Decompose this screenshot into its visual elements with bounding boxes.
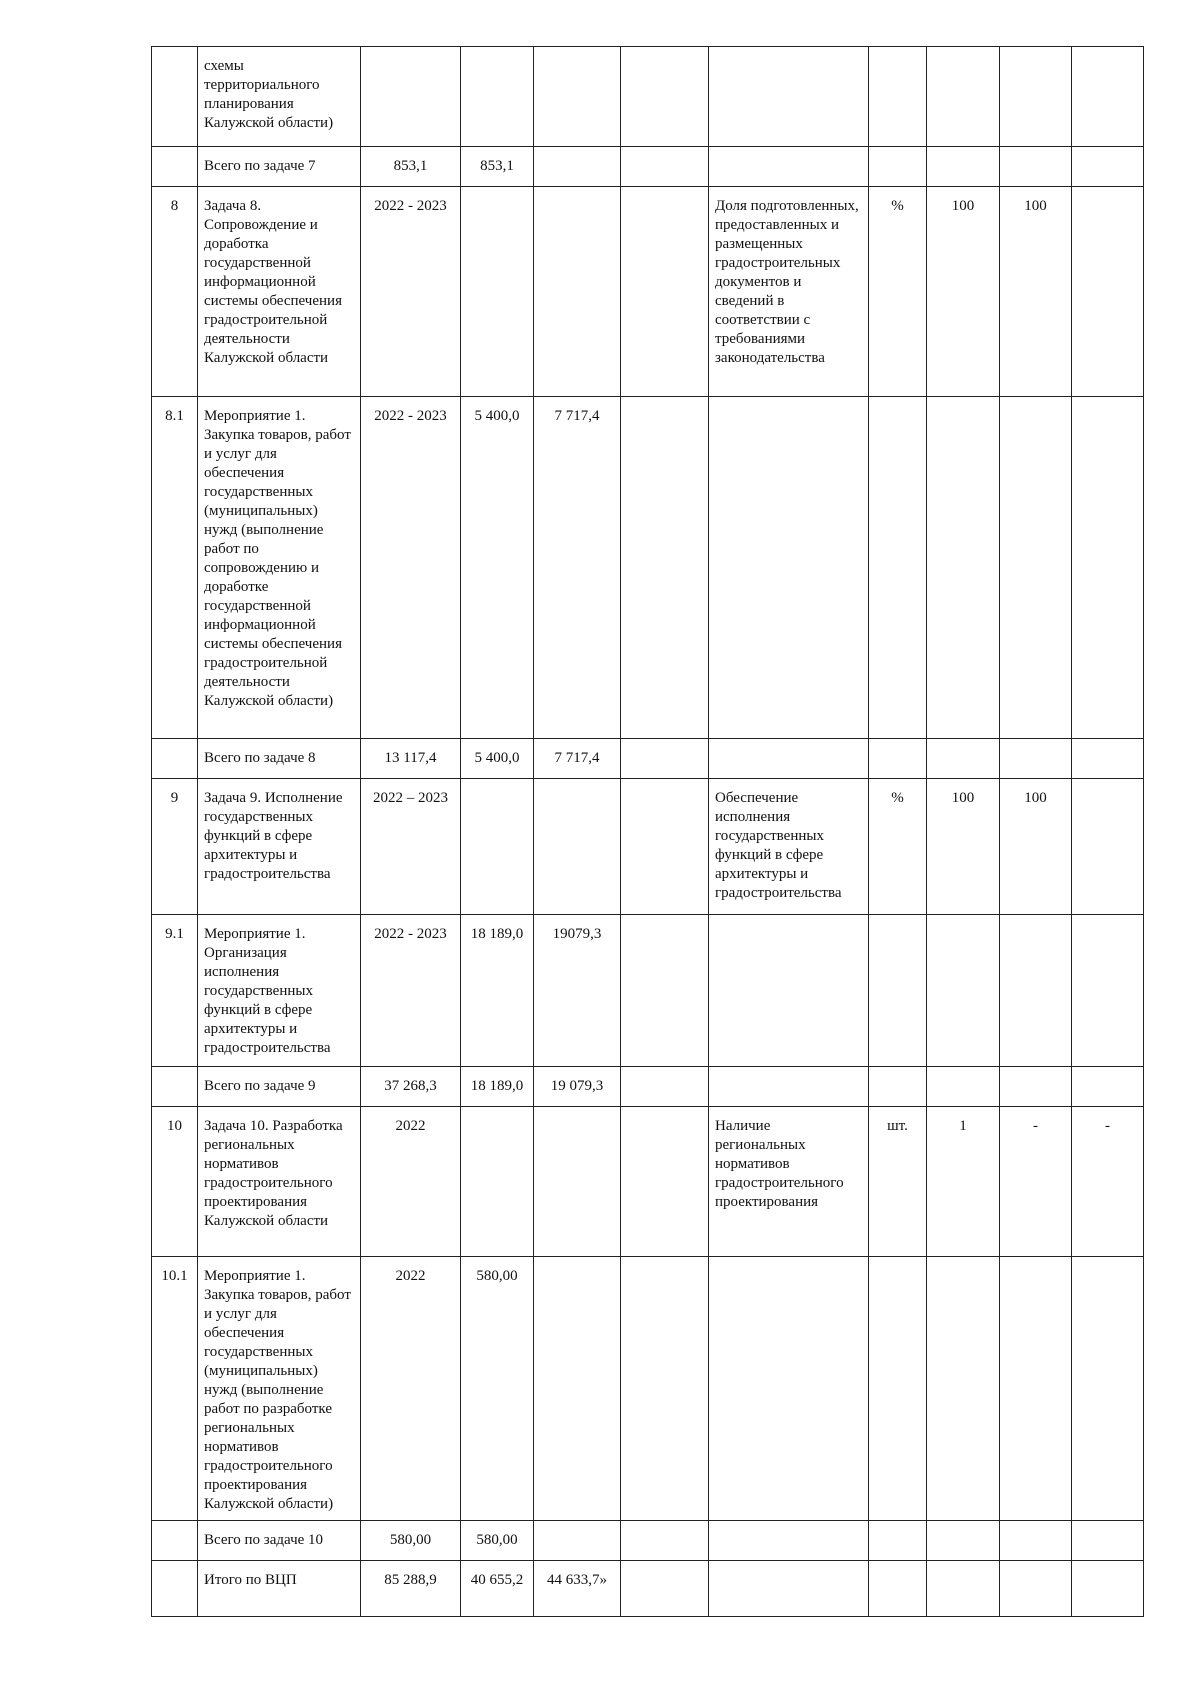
- year-2023-cell: [621, 1107, 709, 1257]
- period-cell: 2022 - 2023: [361, 915, 461, 1067]
- empty-cell: [927, 1561, 1000, 1617]
- year-2023-cell: [621, 915, 709, 1067]
- year-2023-cell: [621, 779, 709, 915]
- row-number: 9: [152, 779, 198, 915]
- row-number: 8: [152, 187, 198, 397]
- year-2023-cell: [621, 1257, 709, 1521]
- indicator-cell: [709, 397, 869, 739]
- value-2022-cell: 1: [927, 1107, 1000, 1257]
- empty-cell: [621, 739, 709, 779]
- period-cell: 2022: [361, 1257, 461, 1521]
- table-row: [152, 147, 1144, 187]
- subtotal-label: Всего по задаче 8: [198, 739, 361, 779]
- subtotal-2023-cell: 7 717,4: [534, 739, 621, 779]
- value-2023-cell: 100: [1000, 779, 1072, 915]
- indicator-cell: Доля подготовленных, предоставленных и размещенных градостроительных документов и сведений в соответствии с требованиями законодательства: [709, 187, 869, 397]
- value-2023-cell: [1000, 1257, 1072, 1521]
- unit-cell: [869, 47, 927, 147]
- row-number: [152, 1521, 198, 1561]
- empty-cell: [621, 1561, 709, 1617]
- indicator-cell: [709, 1257, 869, 1521]
- value-2022-cell: 100: [927, 779, 1000, 915]
- row-number: 8.1: [152, 397, 198, 739]
- activity-name: Мероприятие 1. Закупка товаров, работ и услуг для обеспечения государственных (муниципальных) нужд (выполнение работ по разработке региональных нормативов градостроительного проектирования Калужской области): [198, 1257, 361, 1521]
- row-number: 9.1: [152, 915, 198, 1067]
- year-2022-cell: [534, 779, 621, 915]
- value-extra-cell: [1072, 47, 1144, 147]
- subtotal-2022-cell: 580,00: [461, 1521, 534, 1561]
- empty-cell: [621, 1521, 709, 1561]
- period-cell: [361, 47, 461, 147]
- row-number: [152, 1561, 198, 1617]
- unit-cell: %: [869, 187, 927, 397]
- year-2023-cell: [621, 187, 709, 397]
- subtotal-2022-cell: 5 400,0: [461, 739, 534, 779]
- empty-cell: [869, 739, 927, 779]
- grand-total-sum-cell: 85 288,9: [361, 1561, 461, 1617]
- empty-cell: [1072, 739, 1144, 779]
- indicator-cell: [709, 47, 869, 147]
- empty-cell: [1072, 1521, 1144, 1561]
- row-number: [152, 47, 198, 147]
- indicator-cell: Наличие региональных нормативов градостроительного проектирования: [709, 1107, 869, 1257]
- value-extra-cell: [1072, 1257, 1144, 1521]
- value-extra-cell: [1072, 915, 1144, 1067]
- value-2023-cell: -: [1000, 1107, 1072, 1257]
- table-row: [152, 1107, 1144, 1257]
- table-row: [152, 397, 1144, 739]
- empty-cell: [927, 147, 1000, 187]
- table-row: [152, 47, 1144, 147]
- grand-total-label: Итого по ВЦП: [198, 1561, 361, 1617]
- year-2022-cell: [534, 1107, 621, 1257]
- empty-cell: [1000, 1067, 1072, 1107]
- empty-cell: [709, 1067, 869, 1107]
- empty-cell: [927, 1521, 1000, 1561]
- value-2023-cell: [1000, 397, 1072, 739]
- total-cell: 18 189,0: [461, 915, 534, 1067]
- grand-total-2022-cell: 40 655,2: [461, 1561, 534, 1617]
- task-name: Задача 8. Сопровождение и доработка государственной информационной системы обеспечения градостроительной деятельности Калужской области: [198, 187, 361, 397]
- task-name: Задача 10. Разработка региональных нормативов градостроительного проектирования Калужской области: [198, 1107, 361, 1257]
- empty-cell: [1000, 147, 1072, 187]
- total-cell: [461, 47, 534, 147]
- value-2022-cell: [927, 47, 1000, 147]
- table-row: [152, 1257, 1144, 1521]
- period-cell: 2022: [361, 1107, 461, 1257]
- empty-cell: [869, 1521, 927, 1561]
- row-number: [152, 1067, 198, 1107]
- table-row: [152, 1561, 1144, 1617]
- value-extra-cell: -: [1072, 1107, 1144, 1257]
- row-number: [152, 147, 198, 187]
- subtotal-sum-cell: 37 268,3: [361, 1067, 461, 1107]
- subtotal-sum-cell: 853,1: [361, 147, 461, 187]
- subtotal-sum-cell: 13 117,4: [361, 739, 461, 779]
- empty-cell: [1072, 1067, 1144, 1107]
- row-number: [152, 739, 198, 779]
- subtotal-2023-cell: [534, 147, 621, 187]
- value-2022-cell: [927, 1257, 1000, 1521]
- empty-cell: [869, 1561, 927, 1617]
- activity-name: Мероприятие 1. Организация исполнения государственных функций в сфере архитектуры и градостроительства: [198, 915, 361, 1067]
- total-cell: 5 400,0: [461, 397, 534, 739]
- table-row: [152, 187, 1144, 397]
- value-extra-cell: [1072, 187, 1144, 397]
- empty-cell: [869, 147, 927, 187]
- value-2023-cell: [1000, 915, 1072, 1067]
- unit-cell: [869, 915, 927, 1067]
- total-cell: 580,00: [461, 1257, 534, 1521]
- empty-cell: [621, 1067, 709, 1107]
- subtotal-2022-cell: 853,1: [461, 147, 534, 187]
- grand-total-2023-cell: 44 633,7»: [534, 1561, 621, 1617]
- subtotal-2023-cell: 19 079,3: [534, 1067, 621, 1107]
- period-cell: 2022 – 2023: [361, 779, 461, 915]
- empty-cell: [927, 739, 1000, 779]
- indicator-cell: Обеспечение исполнения государственных функций в сфере архитектуры и градостроительства: [709, 779, 869, 915]
- year-2023-cell: [621, 47, 709, 147]
- empty-cell: [709, 739, 869, 779]
- table-row: [152, 1521, 1144, 1561]
- period-cell: 2022 - 2023: [361, 397, 461, 739]
- table-row: [152, 915, 1144, 1067]
- value-2023-cell: 100: [1000, 187, 1072, 397]
- year-2023-cell: [621, 397, 709, 739]
- row-number: 10.1: [152, 1257, 198, 1521]
- indicator-cell: [709, 915, 869, 1067]
- value-2022-cell: [927, 915, 1000, 1067]
- subtotal-sum-cell: 580,00: [361, 1521, 461, 1561]
- subtotal-label: Всего по задаче 9: [198, 1067, 361, 1107]
- empty-cell: [1000, 739, 1072, 779]
- total-cell: [461, 779, 534, 915]
- subtotal-label: Всего по задаче 7: [198, 147, 361, 187]
- empty-cell: [1000, 1561, 1072, 1617]
- value-extra-cell: [1072, 779, 1144, 915]
- unit-cell: [869, 397, 927, 739]
- row-number: 10: [152, 1107, 198, 1257]
- value-2022-cell: 100: [927, 187, 1000, 397]
- table-row: [152, 739, 1144, 779]
- year-2022-cell: [534, 1257, 621, 1521]
- year-2022-cell: [534, 187, 621, 397]
- empty-cell: [621, 147, 709, 187]
- table-row: [152, 1067, 1144, 1107]
- empty-cell: [709, 1521, 869, 1561]
- empty-cell: [709, 1561, 869, 1617]
- program-activities-table: [151, 46, 1144, 1617]
- empty-cell: [1000, 1521, 1072, 1561]
- empty-cell: [869, 1067, 927, 1107]
- unit-cell: шт.: [869, 1107, 927, 1257]
- subtotal-2022-cell: 18 189,0: [461, 1067, 534, 1107]
- table-row: [152, 779, 1144, 915]
- activity-name: схемы территориального планирования Калужской области): [198, 47, 361, 147]
- task-name: Задача 9. Исполнение государственных функций в сфере архитектуры и градостроительства: [198, 779, 361, 915]
- year-2022-cell: 19079,3: [534, 915, 621, 1067]
- total-cell: [461, 1107, 534, 1257]
- period-cell: 2022 - 2023: [361, 187, 461, 397]
- value-extra-cell: [1072, 397, 1144, 739]
- value-2022-cell: [927, 397, 1000, 739]
- subtotal-label: Всего по задаче 10: [198, 1521, 361, 1561]
- activity-name: Мероприятие 1. Закупка товаров, работ и услуг для обеспечения государственных (муниципальных) нужд (выполнение работ по сопровождению и доработке государственной информационной системы обеспечения градостроительной деятельности Калужской области): [198, 397, 361, 739]
- empty-cell: [709, 147, 869, 187]
- year-2022-cell: 7 717,4: [534, 397, 621, 739]
- subtotal-2023-cell: [534, 1521, 621, 1561]
- empty-cell: [1072, 147, 1144, 187]
- value-2023-cell: [1000, 47, 1072, 147]
- unit-cell: [869, 1257, 927, 1521]
- total-cell: [461, 187, 534, 397]
- empty-cell: [927, 1067, 1000, 1107]
- year-2022-cell: [534, 47, 621, 147]
- empty-cell: [1072, 1561, 1144, 1617]
- unit-cell: %: [869, 779, 927, 915]
